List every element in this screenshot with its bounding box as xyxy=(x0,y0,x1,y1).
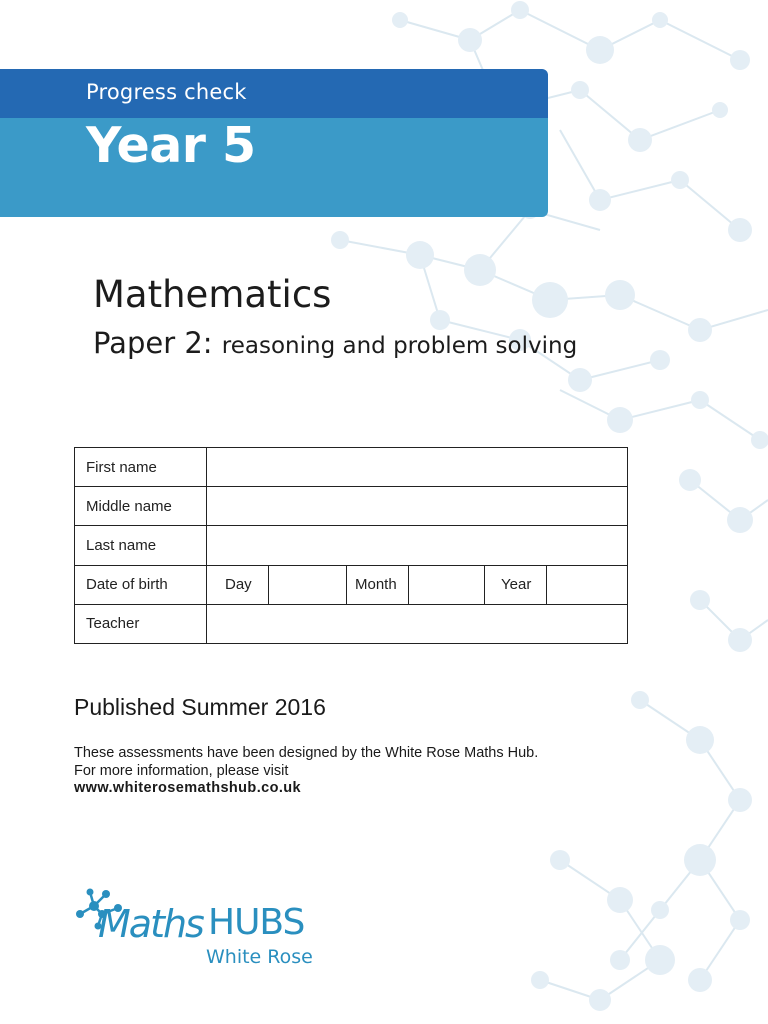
published-date: Published Summer 2016 xyxy=(74,694,326,720)
banner-top-strip xyxy=(0,69,548,118)
year-heading: Year 5 xyxy=(86,117,256,174)
middle-name-field[interactable] xyxy=(207,487,628,526)
day-field[interactable] xyxy=(269,565,347,604)
logo-maths-text: Maths xyxy=(98,902,203,946)
info-text xyxy=(74,745,554,798)
logo-hubs-text: HUBS xyxy=(208,902,305,943)
info-description: These assessments have been designed by the White Rose Maths Hub. For more information, please visit xyxy=(74,745,539,779)
paper-title xyxy=(93,326,577,360)
table-row xyxy=(75,448,628,487)
year-field[interactable] xyxy=(547,565,628,604)
middle-name-label: Middle name xyxy=(75,487,207,526)
first-name-label: First name xyxy=(75,448,207,487)
last-name-label: Last name xyxy=(75,526,207,565)
website-link[interactable]: www.whiterosemathshub.co.uk xyxy=(74,780,301,796)
day-label: Day xyxy=(207,565,269,604)
paper-number: Paper 2: xyxy=(93,326,213,360)
year-label: Year xyxy=(485,565,547,604)
logo-white-rose-text: White Rose xyxy=(206,946,313,968)
banner-bottom-strip xyxy=(0,118,548,217)
subject-title: Mathematics xyxy=(93,273,332,316)
pupil-details-table xyxy=(74,447,628,644)
table-row xyxy=(75,565,628,604)
progress-check-label: Progress check xyxy=(86,80,247,104)
month-field[interactable] xyxy=(409,565,485,604)
teacher-label: Teacher xyxy=(75,604,207,643)
table-row xyxy=(75,604,628,643)
dob-label: Date of birth xyxy=(75,565,207,604)
month-label: Month xyxy=(347,565,409,604)
paper-description: reasoning and problem solving xyxy=(221,333,578,359)
maths-hubs-logo xyxy=(72,884,322,974)
first-name-field[interactable] xyxy=(207,448,628,487)
teacher-field[interactable] xyxy=(207,604,628,643)
table-row xyxy=(75,487,628,526)
last-name-field[interactable] xyxy=(207,526,628,565)
table-row xyxy=(75,526,628,565)
